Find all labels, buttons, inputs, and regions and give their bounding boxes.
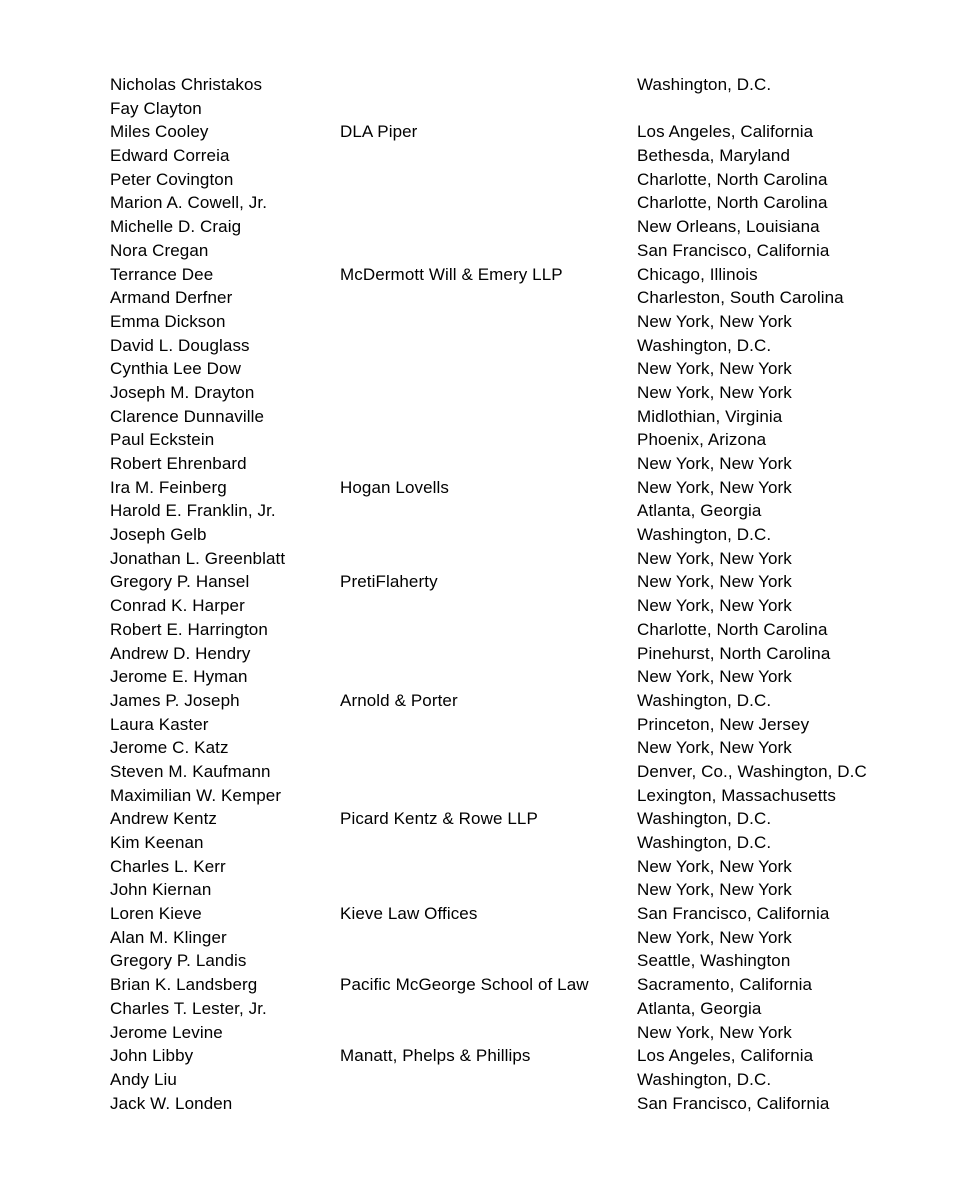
list-row bbox=[110, 855, 949, 879]
attorney-name: Jerome C. Katz bbox=[110, 738, 229, 758]
location: Charlotte, North Carolina bbox=[637, 619, 828, 639]
list-row bbox=[110, 665, 949, 689]
location: New Orleans, Louisiana bbox=[637, 217, 820, 237]
list-row bbox=[110, 547, 949, 571]
location: San Francisco, California bbox=[637, 904, 830, 924]
attorney-name: Emma Dickson bbox=[110, 311, 226, 331]
firm-name: McDermott Will & Emery LLP bbox=[340, 264, 563, 284]
location: New York, New York bbox=[637, 856, 792, 876]
list-row bbox=[110, 215, 949, 239]
firm-name: Manatt, Phelps & Phillips bbox=[340, 1046, 531, 1066]
list-row bbox=[110, 949, 949, 973]
firm-name: Picard Kentz & Rowe LLP bbox=[340, 809, 538, 829]
list-row bbox=[110, 334, 949, 358]
list-row bbox=[110, 570, 949, 594]
attorney-name: Joseph Gelb bbox=[110, 525, 207, 545]
attorney-name: John Libby bbox=[110, 1046, 194, 1066]
list-row bbox=[110, 239, 949, 263]
firm-name: Arnold & Porter bbox=[340, 690, 458, 710]
location: New York, New York bbox=[637, 667, 792, 687]
location: New York, New York bbox=[637, 477, 792, 497]
attorney-name: Michelle D. Craig bbox=[110, 217, 242, 237]
location: Pinehurst, North Carolina bbox=[637, 643, 831, 663]
firm-name: Kieve Law Offices bbox=[340, 904, 478, 924]
attorney-name: Jonathan L. Greenblatt bbox=[110, 548, 286, 568]
attorney-name: John Kiernan bbox=[110, 880, 212, 900]
attorney-name: David L. Douglass bbox=[110, 335, 250, 355]
location: Washington, D.C. bbox=[637, 809, 772, 829]
list-row bbox=[110, 902, 949, 926]
attorney-name: Maximilian W. Kemper bbox=[110, 785, 282, 805]
attorney-name: Jerome Levine bbox=[110, 1022, 223, 1042]
attorney-name: Laura Kaster bbox=[110, 714, 209, 734]
location: New York, New York bbox=[637, 880, 792, 900]
firm-name: Pacific McGeorge School of Law bbox=[340, 975, 589, 995]
attorney-name: Andrew Kentz bbox=[110, 809, 218, 829]
location: New York, New York bbox=[637, 596, 792, 616]
location: San Francisco, California bbox=[637, 1093, 830, 1113]
list-row bbox=[110, 713, 949, 737]
attorney-name: Steven M. Kaufmann bbox=[110, 761, 271, 781]
list-row bbox=[110, 784, 949, 808]
location: Princeton, New Jersey bbox=[637, 714, 810, 734]
list-row bbox=[110, 618, 949, 642]
attorney-name: Jack W. Londen bbox=[110, 1093, 233, 1113]
attorney-name: Marion A. Cowell, Jr. bbox=[110, 193, 268, 213]
location: Washington, D.C. bbox=[637, 833, 772, 852]
attorney-name: Alan M. Klinger bbox=[110, 927, 227, 947]
location: Washington, D.C. bbox=[637, 335, 772, 355]
list-row bbox=[110, 973, 949, 997]
list-row bbox=[110, 97, 949, 121]
list-row bbox=[110, 310, 949, 334]
list-row bbox=[110, 1092, 949, 1116]
location: New York, New York bbox=[637, 548, 792, 568]
attorney-name: Brian K. Landsberg bbox=[110, 975, 258, 995]
location: Washington, D.C. bbox=[637, 75, 772, 94]
location: New York, New York bbox=[637, 572, 792, 592]
firm-name: DLA Piper bbox=[340, 122, 418, 142]
attorney-name: Loren Kieve bbox=[110, 904, 202, 924]
attorney-name: Joseph M. Drayton bbox=[110, 382, 255, 402]
list-row bbox=[110, 1044, 949, 1068]
attorney-name: James P. Joseph bbox=[110, 690, 240, 710]
attorney-name: Robert Ehrenbard bbox=[110, 454, 247, 473]
location: Lexington, Massachusetts bbox=[637, 785, 836, 805]
list-row bbox=[110, 144, 949, 168]
attorney-name: Edward Correia bbox=[110, 146, 230, 166]
attorney-name: Peter Covington bbox=[110, 169, 234, 189]
location: Charleston, South Carolina bbox=[637, 288, 844, 308]
location: Midlothian, Virginia bbox=[637, 406, 783, 426]
attorney-name: Armand Derfner bbox=[110, 288, 233, 308]
location: New York, New York bbox=[637, 311, 792, 331]
location: Atlanta, Georgia bbox=[637, 501, 762, 521]
attorney-name: Miles Cooley bbox=[110, 122, 209, 142]
list-row bbox=[110, 499, 949, 523]
list-row bbox=[110, 594, 949, 618]
list-row bbox=[110, 878, 949, 902]
location: Los Angeles, California bbox=[637, 122, 814, 142]
location: San Francisco, California bbox=[637, 240, 830, 260]
location: Denver, Co., Washington, D.C bbox=[637, 761, 867, 781]
list-row bbox=[110, 689, 949, 713]
attorney-name: Terrance Dee bbox=[110, 264, 214, 284]
attorney-name: Kim Keenan bbox=[110, 833, 204, 852]
list-row bbox=[110, 405, 949, 429]
list-row bbox=[110, 523, 949, 547]
attorney-name: Charles T. Lester, Jr. bbox=[110, 998, 267, 1018]
list-row bbox=[110, 120, 949, 144]
location: Chicago, Illinois bbox=[637, 264, 758, 284]
list-row bbox=[110, 381, 949, 405]
location: New York, New York bbox=[637, 927, 792, 947]
attorney-name: Nora Cregan bbox=[110, 240, 209, 260]
firm-name: PretiFlaherty bbox=[340, 572, 438, 592]
attorney-name: Harold E. Franklin, Jr. bbox=[110, 501, 276, 521]
list-row bbox=[110, 926, 949, 950]
list-row bbox=[110, 736, 949, 760]
location: Bethesda, Maryland bbox=[637, 146, 790, 166]
attorney-name: Andy Liu bbox=[110, 1069, 177, 1089]
attorney-name: Gregory P. Hansel bbox=[110, 572, 250, 592]
location: Washington, D.C. bbox=[637, 1069, 772, 1089]
list-row bbox=[110, 476, 949, 500]
location: New York, New York bbox=[637, 738, 792, 758]
location: New York, New York bbox=[637, 382, 792, 402]
attorney-name: Paul Eckstein bbox=[110, 430, 215, 450]
attorney-name: Nicholas Christakos bbox=[110, 75, 263, 94]
list-row bbox=[110, 997, 949, 1021]
list-row bbox=[110, 452, 949, 476]
firm-name: Hogan Lovells bbox=[340, 477, 450, 497]
list-row bbox=[110, 760, 949, 784]
list-row bbox=[110, 168, 949, 192]
attorney-name: Robert E. Harrington bbox=[110, 619, 268, 639]
location: Phoenix, Arizona bbox=[637, 430, 767, 450]
list-row bbox=[110, 191, 949, 215]
list-row bbox=[110, 1021, 949, 1045]
location: Los Angeles, California bbox=[637, 1046, 814, 1066]
location: Atlanta, Georgia bbox=[637, 998, 762, 1018]
attorney-name: Conrad K. Harper bbox=[110, 596, 245, 616]
location: Seattle, Washington bbox=[637, 951, 791, 971]
attorney-name: Clarence Dunnaville bbox=[110, 406, 265, 426]
attorney-name: Charles L. Kerr bbox=[110, 856, 226, 876]
list-row bbox=[110, 73, 949, 97]
list-row bbox=[110, 1068, 949, 1092]
attorney-list bbox=[110, 73, 949, 1115]
list-row bbox=[110, 831, 949, 855]
location: New York, New York bbox=[637, 1022, 792, 1042]
location: Washington, D.C. bbox=[637, 525, 772, 545]
list-row bbox=[110, 807, 949, 831]
attorney-name: Fay Clayton bbox=[110, 98, 202, 118]
location: Charlotte, North Carolina bbox=[637, 193, 828, 213]
location: Sacramento, California bbox=[637, 975, 813, 995]
location: Washington, D.C. bbox=[637, 690, 772, 710]
attorney-name: Cynthia Lee Dow bbox=[110, 359, 241, 379]
list-row bbox=[110, 286, 949, 310]
attorney-name: Ira M. Feinberg bbox=[110, 477, 227, 497]
location: New York, New York bbox=[637, 359, 792, 379]
list-row bbox=[110, 642, 949, 666]
attorney-name: Andrew D. Hendry bbox=[110, 643, 251, 663]
attorney-name: Gregory P. Landis bbox=[110, 951, 247, 971]
list-row bbox=[110, 357, 949, 381]
list-row bbox=[110, 428, 949, 452]
attorney-name: Jerome E. Hyman bbox=[110, 667, 248, 687]
location: New York, New York bbox=[637, 454, 792, 473]
list-row bbox=[110, 263, 949, 287]
location: Charlotte, North Carolina bbox=[637, 169, 828, 189]
